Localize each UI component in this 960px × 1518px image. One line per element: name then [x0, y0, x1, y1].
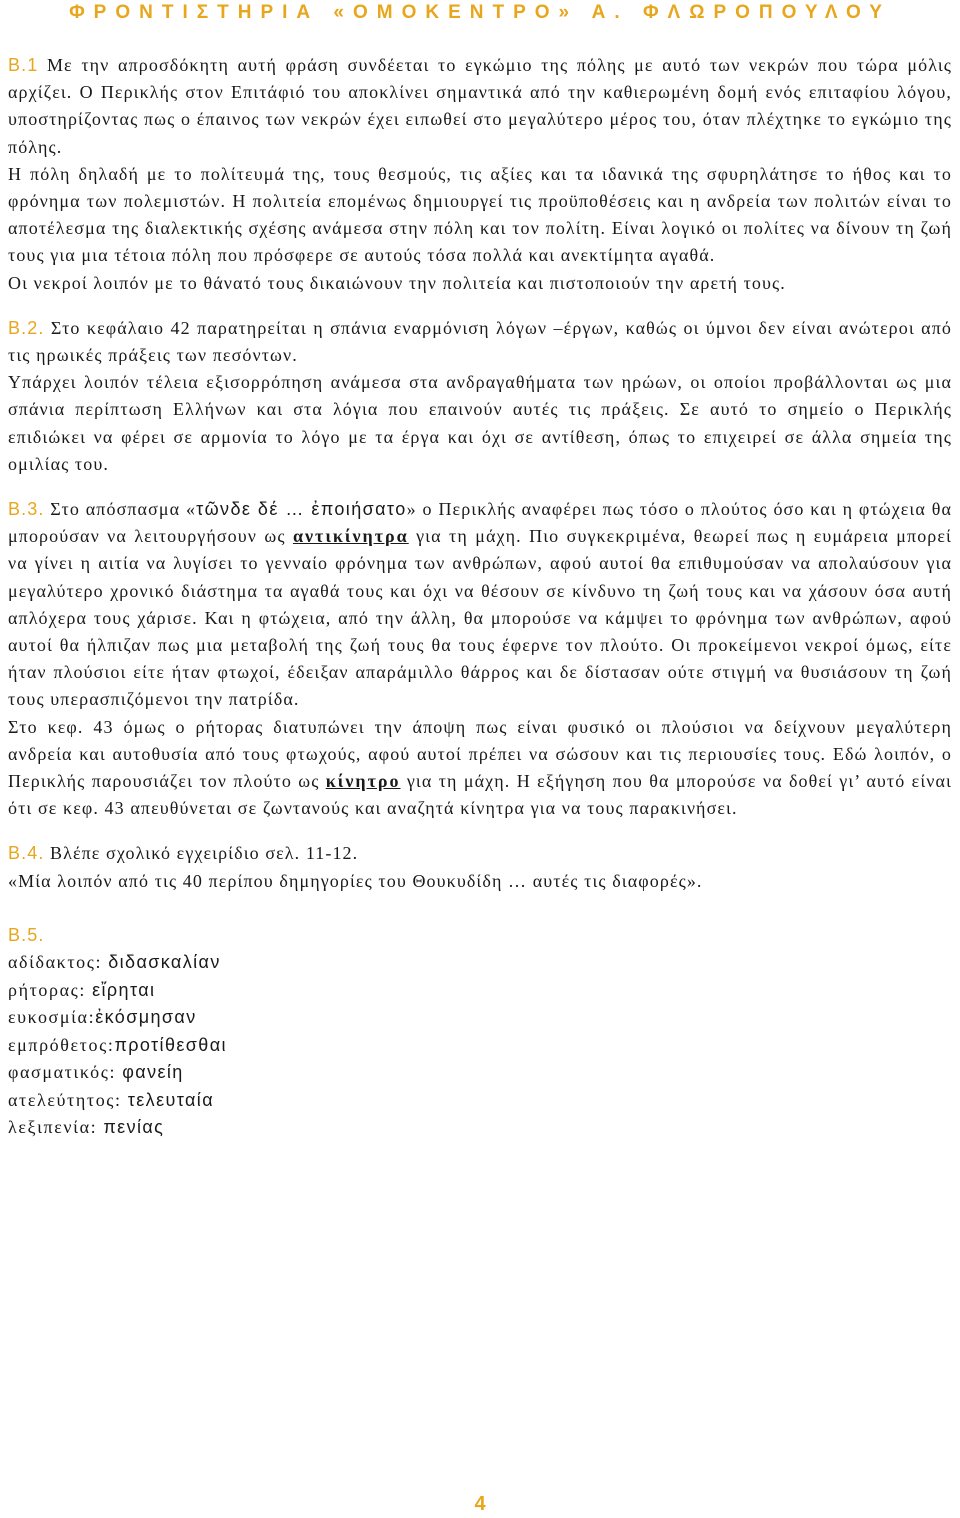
vocab-answer: εἴρηται — [92, 979, 156, 1000]
greek-quote: τῶνδε δέ … ἐποιήσατο — [196, 499, 407, 520]
vocab-answer: τελευταία — [127, 1089, 215, 1110]
section-label-b5-line — [8, 922, 952, 949]
section-b3-p2-post: για τη μάχη. Η εξήγηση που θα μπορούσε να δοθεί γι’ αυτό είναι ότι σε κεφ. 43 απευθύνεται σε ζωντανούς και αναζητά κίνητρα για να τους παρακινήσει. — [8, 771, 952, 819]
list-item — [8, 1032, 952, 1060]
section-b1-text-1: Με την απροσδόκητη αυτή φράση συνδέεται το εγκώμιο της πόλης με αυτό των νεκρών που τώρα μόλις αρχίζει. Ο Περικλής στον Επιτάφιό του αποκλίνει σημαντικά από την καθιερωμένη δομή ενός επιταφίου λόγου, υποστηρίζοντας πως ο έπαινος των νεκρών έχει ειπωθεί στο μεγαλύτερο μέρος του, όταν πλέχτηκε το εγκώμιο της πόλης. — [8, 55, 952, 157]
section-b3-p2-pre: Στο κεφ. 43 όμως ο ρήτορας διατυπώνει την άποψη πως είναι φυσικό οι πλούσιοι να δείχνουν μεγαλύτερη ανδρεία και αυτοθυσία από τους φτωχούς, αφού αυτοί πρέπει να σώσουν και τις περιουσίες τους. Εδώ λοιπόν, ο Περικλής παρουσιάζει τον πλούτο ως — [8, 716, 952, 792]
section-b1-paragraph-3: Οι νεκροί λοιπόν με το θάνατό τους δικαιώνουν την πολιτεία και πιστοποιούν την αρετή τους. — [8, 272, 786, 293]
section-label-b3: Β.3. — [8, 499, 45, 520]
vocab-word: φασματικός: — [8, 1062, 123, 1083]
list-item — [8, 949, 952, 977]
keyword-antikinitra: αντικίνητρα — [292, 526, 409, 547]
vocab-word: λεξιπενία: — [8, 1117, 104, 1138]
vocab-word: ευκοσμία: — [8, 1007, 96, 1028]
section-b3-paragraph — [8, 496, 952, 714]
vocab-answer: φανείη — [122, 1062, 184, 1083]
page-header: ΦΡΟΝΤΙΣΤΗΡΙΑ «ΟΜΟΚΕΝΤΡΟ» Α. ΦΛΩΡΟΠΟΥΛΟΥ — [69, 2, 891, 23]
section-b1-paragraph — [8, 52, 952, 161]
vocabulary-list — [8, 949, 952, 1142]
vocab-answer: προτίθεσθαι — [114, 1034, 227, 1055]
section-b3-text-pre: Στο απόσπασμα « — [44, 499, 197, 520]
list-item — [8, 1087, 952, 1115]
section-b2-paragraph — [8, 315, 952, 369]
vocab-word: ατελεύτητος: — [8, 1089, 128, 1110]
section-b3-text-post: για τη μάχη. Πιο συγκεκριμένα, θεωρεί πως η ευμάρεια μπορεί να γίνει η αιτία να λυγίσει το γενναίο φρόνημα των ανθρώπων, αφού αυτοί θα επιθυμούσαν να απολαύσουν για μεγαλύτερο χρονικό διάστημα τα αγαθά τους και όχι να θέσουν σε κίνδυνο τη ζωή τους και να χάσουν όσα αυτή απλόχερα τους χάρισε. Και η φτώχεια, από την άλλη, θα μπορούσε να κάμψει το φρόνημα των ανθρώπων, αφού αυτοί θα ήλπιζαν πως μια μεταβολή της ζωή τους θα τους έφερνε τον πλούτο. Οι προκείμενοι νεκροί όμως, είτε ήταν πλούσιοι είτε ήταν φτωχοί, έδειξαν απαράμιλλο θάρρος και δε δίστασαν ούτε στιγμή να θυσιάσουν τη ζωή τους υπερασπιζόμενοι την πατρίδα. — [8, 526, 952, 710]
section-label-b1: Β.1 — [8, 55, 39, 75]
section-b1-paragraph-2: Η πόλη δηλαδή με το πολίτευμά της, τους θεσμούς, τις αξίες και τα ιδανικά της σφυρηλάτησε το ήθος και το φρόνημα των πολεμιστών. Η πολιτεία επομένως δημιουργεί τις προϋποθέσεις και η ανδρεία των πολιτών είναι το αποτέλεσμα της διαλεκτικής σχέσης ανάμεσα στην πόλη και τον πολίτη. Είναι λογικό οι πολίτες να δίνουν τη ζωή τους για μια τέτοια πόλη που πρόσφερε σε αυτούς τόσα πολλά και ανεκτίμητα αγαθά. — [8, 163, 952, 266]
keyword-kinitro: κίνητρο — [325, 771, 401, 792]
vocab-word: εμπρόθετος: — [8, 1034, 115, 1055]
section-b4-paragraph-2: «Μία λοιπόν από τις 40 περίπου δημηγορίες του Θουκυδίδη … αυτές τις διαφορές». — [8, 870, 703, 891]
vocab-answer: ἐκόσμησαν — [95, 1007, 197, 1028]
section-label-b2: Β.2. — [8, 317, 45, 338]
vocab-answer: πενίας — [103, 1117, 165, 1138]
section-b2-text-1: Στο κεφάλαιο 42 παρατηρείται η σπάνια εναρμόνιση λόγων –έργων, καθώς οι ύμνοι δεν είναι ανώτεροι από τις ηρωικές πράξεις των πεσόντων. — [8, 317, 952, 366]
list-item — [8, 1059, 952, 1087]
section-label-b5: Β.5. — [8, 924, 45, 945]
vocab-word: αδίδακτος: — [8, 952, 109, 973]
page-number: 4 — [474, 1493, 486, 1515]
section-label-b4: Β.4. — [8, 843, 45, 864]
list-item — [8, 977, 952, 1005]
section-b2-paragraph-2: Υπάρχει λοιπόν τέλεια εξισορρόπηση ανάμεσα στα ανδραγαθήματα των ηρώων, οι οποίοι προβάλλονται ως μια σπάνια περίπτωση Ελλήνων και στα λόγια που επαινούν αυτές τις πράξεις. Σε αυτό το σημείο ο Περικλής επιδιώκει να φέρει σε αρμονία το λόγο με τα έργα και όχι σε αντίθεση, όπως το επιχειρεί σε άλλα σημεία της ομιλίας του. — [8, 372, 952, 474]
section-b3-paragraph-2 — [8, 714, 952, 823]
vocab-word: ρήτορας: — [8, 979, 93, 1000]
vocab-answer: διδασκαλίαν — [108, 952, 221, 973]
section-b4-text-1: Βλέπε σχολικό εγχειρίδιο σελ. 11-12. — [44, 843, 359, 864]
list-item — [8, 1004, 952, 1032]
section-b3-text-mid: » ο Περικλής αναφέρει πως τόσο ο πλούτος όσο και η φτώχεια θα μπορούσαν να λειτουργήσουν ως — [8, 499, 952, 547]
list-item — [8, 1114, 952, 1142]
section-b4-paragraph — [8, 840, 952, 867]
document-body — [8, 52, 952, 1142]
